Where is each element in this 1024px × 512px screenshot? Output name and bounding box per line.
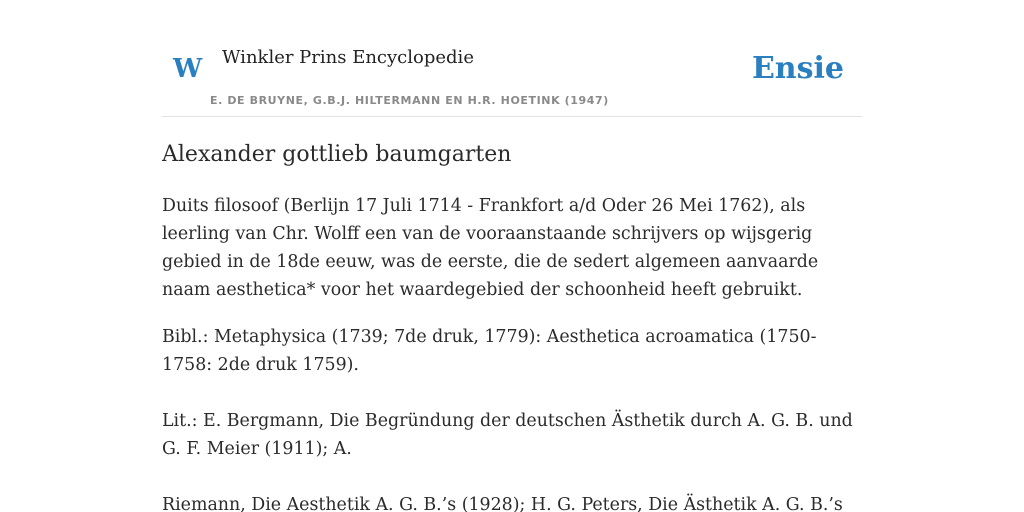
article-body xyxy=(162,192,862,512)
site-title[interactable]: Winkler Prins Encyclopedie xyxy=(222,47,474,68)
article-paragraph-bibliography: Bibl.: Metaphysica (1739; 7de druk, 1779): Aesthetica acroamatica (1750-1758: 2de druk 1759). xyxy=(162,327,817,375)
article-paragraph-literature-continued: Riemann, Die Aesthetik A. G. B.’s (1928); H. G. Peters, Die Ästhetik A. G. B.’s xyxy=(162,495,843,512)
article-paragraph-literature: Lit.: E. Bergmann, Die Begründung der deutschen Ästhetik durch A. G. B. und G. F. Meier (1911); A. xyxy=(162,411,853,459)
article-page xyxy=(162,0,862,512)
site-header xyxy=(162,0,862,117)
winkler-prins-logo[interactable]: W xyxy=(173,54,203,84)
article-title: Alexander gottlieb baumgarten xyxy=(162,142,512,167)
ensie-brand-logo[interactable]: Ensie xyxy=(751,51,844,86)
site-subtitle: E. DE BRUYNE, G.B.J. HILTERMANN EN H.R. HOETINK (1947) xyxy=(210,94,609,107)
article-paragraph-description: Duits filosoof (Berlijn 17 Juli 1714 - Frankfort a/d Oder 26 Mei 1762), als leerling van Chr. Wolff een van de vooraanstaande schrijvers op wijsgerig gebied in de 18de eeuw, was de eerste, die de sedert algemeen aanvaarde naam aesthetica* voor het waardegebied der schoonheid heeft gebruikt. xyxy=(162,196,819,300)
